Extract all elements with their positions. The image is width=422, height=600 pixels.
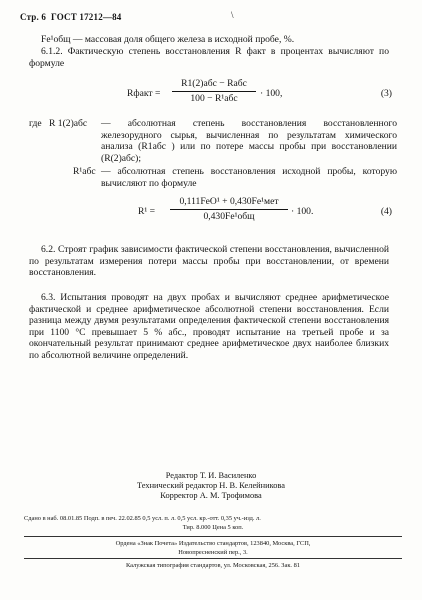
page-header xyxy=(20,12,122,24)
formula-3-lhs: Rфакт = xyxy=(127,88,161,99)
formula-4-fraction xyxy=(170,196,288,222)
definition-2-symbol: R¹абс xyxy=(73,166,96,177)
definition-2-text: — абсолютная степень восстановления исходной пробы, которую вычисляют по формуле xyxy=(101,166,397,189)
credit-tech-editor: Технический редактор Н. В. Келейникова xyxy=(136,481,285,490)
imprint-line-4: Новопресненский пер., 3. xyxy=(178,549,248,556)
definition-1-text: — абсолютная степень восстановления восстановленного железорудного сырья, вычисленная по результатам химического анализа (R1абс ) или по потере массы пробы при восстановлении (R(2)абс); xyxy=(101,118,397,164)
formula-4 xyxy=(0,196,422,230)
definition-1-prefix: где xyxy=(29,118,42,129)
printer-block xyxy=(24,561,402,570)
intro-line: Fe¹общ — массовая доля общего железа в исходной пробе, %. xyxy=(41,34,295,45)
imprint-line-1: Сдано в наб. 08.01.85 Подп. в печ. 22.02.85 0,5 усл. п. л. 0,5 усл. кр.-отт. 0,35 уч.-изд. л. xyxy=(24,515,261,522)
formula-4-denominator: 0,430Fe¹общ xyxy=(203,210,255,222)
formula-4-number: (4) xyxy=(380,206,392,217)
formula-3-numerator: R1(2)абс − Rабс xyxy=(181,78,247,89)
publisher-block xyxy=(24,539,402,557)
imprint-divider-2 xyxy=(24,558,402,559)
formula-3-fraction xyxy=(172,78,256,104)
imprint-line-3: Ордена «Знак Почета» Издательство стандартов, 123840, Москва, ГСП, xyxy=(115,540,311,547)
standard-number: ГОСТ 17212—84 xyxy=(51,12,122,22)
paragraph-6-3: 6.3. Испытания проводят на двух пробах и вычисляют среднее арифметическое фактической и среднее арифметическое абсолютной степени восстановления. Если разница между двумя результатами определения фактической степени восстановления при 1100 °С превышает 5 % абс., проводят испытание на третьей пробе и за окончательный результат принимают среднее арифметическое двух наиболее близких по абсолютной величине определений. xyxy=(29,292,389,361)
formula-3 xyxy=(0,78,422,112)
margin-mark: \ xyxy=(231,10,234,20)
paragraph-6-1-2: 6.1.2. Фактическую степень восстановления R факт в процентах вычисляют по формуле xyxy=(29,46,389,69)
formula-4-lhs: R¹ = xyxy=(138,206,156,217)
formula-3-number: (3) xyxy=(380,88,392,99)
credit-proofreader: Корректор А. М. Трофимова xyxy=(160,491,262,500)
credit-editor: Редактор Т. И. Василенко xyxy=(165,471,257,480)
imprint-block xyxy=(24,514,402,532)
paragraph-6-2: 6.2. Строят график зависимости фактической степени восстановления, вычисленной по результатам измерения потери массы пробы при восстановлении, от времени восстановления. xyxy=(29,244,389,279)
formula-3-denominator: 100 − R¹абс xyxy=(190,92,238,104)
imprint-divider-1 xyxy=(24,536,402,537)
formula-3-tail: · 100, xyxy=(260,88,283,99)
formula-4-tail: · 100. xyxy=(291,206,314,217)
imprint-line-2: Тир. 8.000 Цена 5 коп. xyxy=(182,524,244,531)
credits-block xyxy=(0,470,422,500)
page-number: Стр. 6 xyxy=(20,12,47,22)
imprint-line-5: Калужская типография стандартов, ул. Московская, 256. Зак. 81 xyxy=(125,562,301,569)
definition-1-symbol: R 1(2)абс xyxy=(49,118,88,129)
formula-4-numerator: 0,111FeO¹ + 0,430Fe¹мет xyxy=(179,196,279,207)
definition-2 xyxy=(29,166,399,192)
